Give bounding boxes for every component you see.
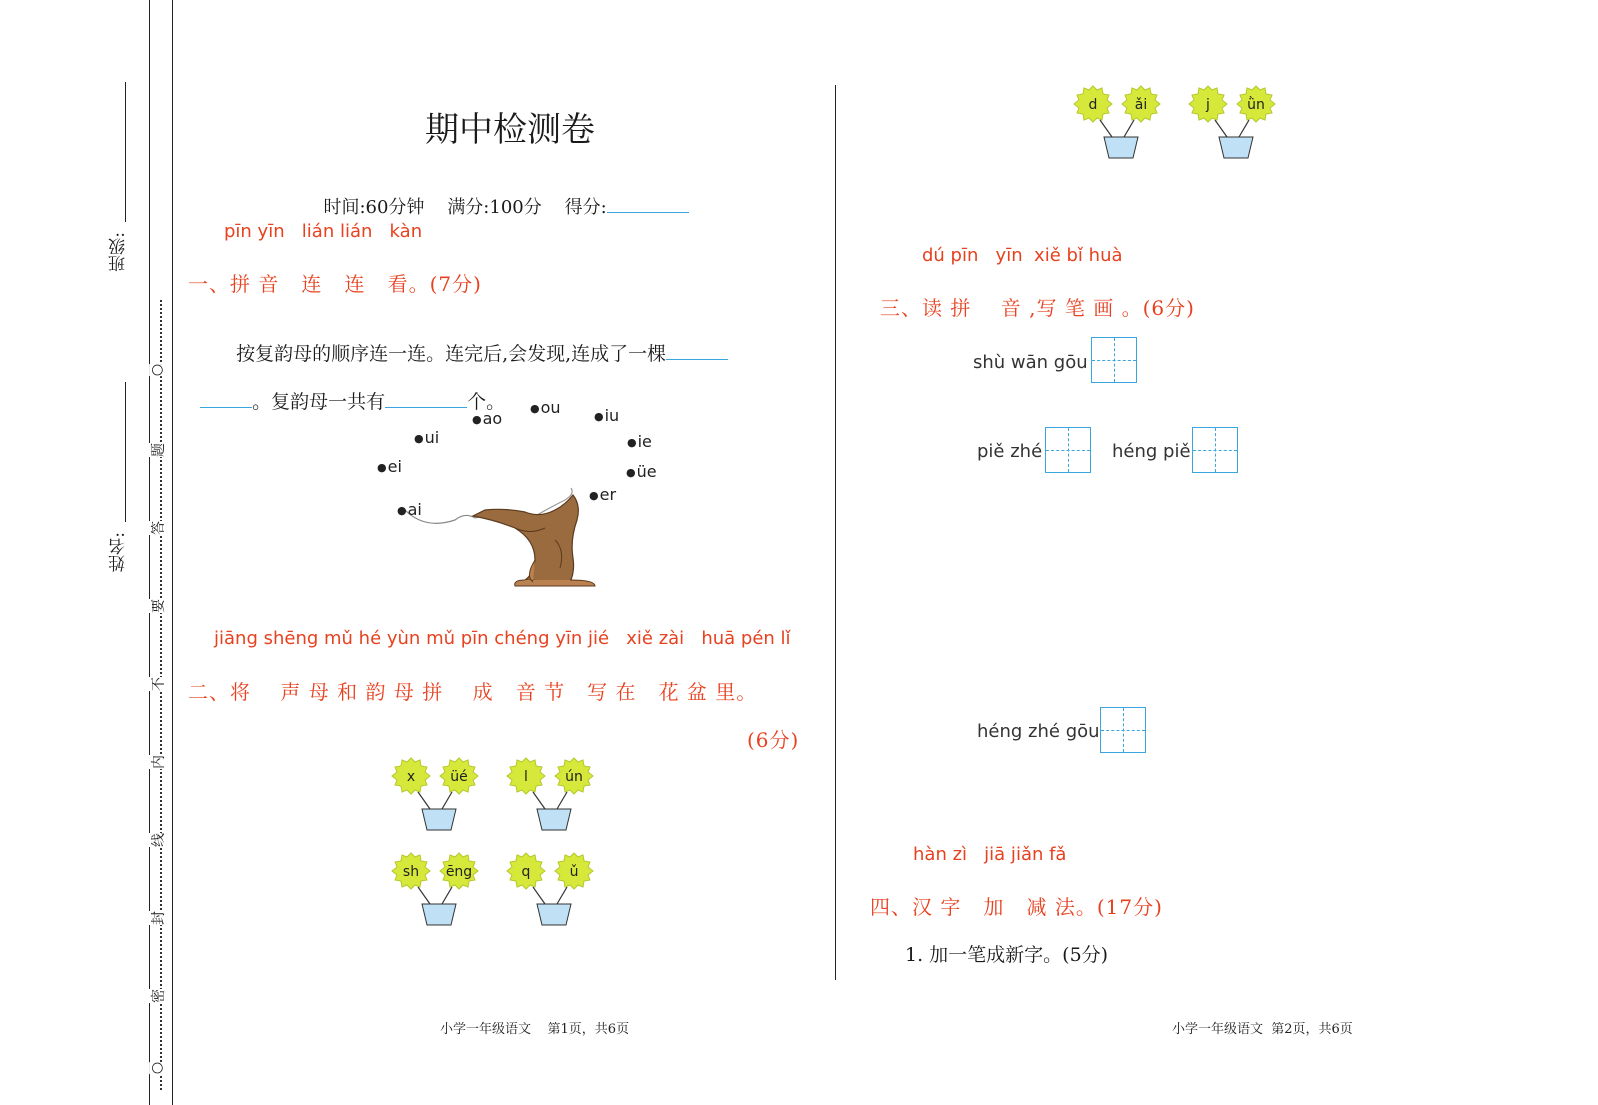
flower-right-text: üé xyxy=(450,769,468,785)
writing-grid[interactable] xyxy=(1192,427,1238,473)
page-title: 期中检测卷 xyxy=(425,110,595,150)
tree-label-er[interactable]: ● er xyxy=(589,485,616,504)
q1-line2-tail: 个。 xyxy=(467,391,506,413)
tree-answer-blank[interactable] xyxy=(666,358,728,360)
seal-char: 密 xyxy=(148,989,168,1003)
q1-line1 xyxy=(224,317,728,366)
seal-char: ○ xyxy=(149,1061,166,1075)
flower-right-text: ǔ xyxy=(569,864,579,880)
flower-right-text: ēng xyxy=(445,864,473,880)
seal-dotted-line xyxy=(160,300,162,1090)
page-divider xyxy=(835,85,836,980)
tree-label-ei[interactable]: ● ei xyxy=(377,457,402,476)
name-underline xyxy=(125,382,126,522)
seal-char: 要 xyxy=(148,599,168,613)
q3-pinyin: dú pīn yīn xiě bǐ huà xyxy=(922,245,1123,266)
tree-answer-blank-2[interactable] xyxy=(200,406,252,408)
score-blank[interactable] xyxy=(607,211,689,213)
q1-line2-text: 。复韵母一共有 xyxy=(252,391,386,413)
q3-heading: 三、读 拼 音 ,写 笔 画 。(6分) xyxy=(880,296,1195,320)
count-blank[interactable] xyxy=(385,406,467,408)
flower-pot[interactable] xyxy=(1072,84,1167,164)
stroke-pinyin: héng zhé gōu xyxy=(977,721,1100,742)
flower-left-text: d xyxy=(1088,97,1098,113)
q4-sub1: 1. 加一笔成新字。(5分) xyxy=(905,944,1109,966)
flower-pot[interactable] xyxy=(390,851,485,931)
q4-pinyin: hàn zì jiā jiǎn fǎ xyxy=(913,844,1067,865)
writing-grid[interactable] xyxy=(1045,427,1091,473)
flower-pot[interactable] xyxy=(505,756,600,836)
time-info: 时间:60分钟 xyxy=(323,197,425,218)
tree-illustration xyxy=(395,480,615,595)
q4-heading: 四、汉 字 加 减 法。(17分) xyxy=(870,895,1163,919)
seal-char: 答 xyxy=(148,521,168,535)
q1-line2 xyxy=(188,365,505,414)
flower-pot[interactable] xyxy=(505,851,600,931)
tree-label-ou[interactable]: ● ou xyxy=(530,398,561,417)
seal-char: 封 xyxy=(148,911,168,925)
flower-right-text: ún xyxy=(565,769,583,785)
page2-footer: 小学一年级语文 第2页，共6页 xyxy=(1172,1022,1353,1037)
tree-label-ao[interactable]: ● ao xyxy=(472,409,502,428)
tree-label-ui[interactable]: ● ui xyxy=(414,428,439,447)
score-label: 得分: xyxy=(564,197,607,218)
tree-label-ue[interactable]: ● üe xyxy=(626,462,657,481)
flower-right-text: ǎi xyxy=(1134,97,1148,113)
writing-grid[interactable] xyxy=(1100,707,1146,753)
seal-char: 内 xyxy=(148,755,168,769)
q2-score: (6分) xyxy=(747,728,800,752)
tree-label-iu[interactable]: ● iu xyxy=(594,406,619,425)
seal-char: 题 xyxy=(148,443,168,457)
q1-line1-text: 按复韵母的顺序连一连。连完后,会发现,连成了一棵 xyxy=(236,343,667,365)
flower-pot[interactable] xyxy=(390,756,485,836)
binding-line-outer xyxy=(149,0,150,1105)
flower-pot[interactable] xyxy=(1187,84,1282,164)
stroke-pinyin: piě zhé xyxy=(977,441,1043,462)
seal-char: 不 xyxy=(148,677,168,691)
q1-heading: 一、拼 音 连 连 看。(7分) xyxy=(188,272,482,296)
flower-left-text: x xyxy=(406,769,416,785)
flower-left-text: q xyxy=(521,864,531,880)
flower-right-text: ǜn xyxy=(1247,97,1265,113)
q1-pinyin: pīn yīn lián lián kàn xyxy=(224,221,423,242)
seal-char: ○ xyxy=(149,363,166,377)
page1-footer: 小学一年级语文 第1页，共6页 xyxy=(440,1022,630,1037)
tree-label-ie[interactable]: ● ie xyxy=(627,432,652,451)
tree-label-ai[interactable]: ● ai xyxy=(397,500,422,519)
q2-pinyin: jiāng shēng mǔ hé yùn mǔ pīn chéng yīn jié xiě zài huā pén lǐ xyxy=(214,628,791,649)
class-label: 班级: xyxy=(109,232,129,272)
q2-heading: 二、将 声 母 和 韵 母 拼 成 音 节 写 在 花 盆 里。 xyxy=(188,680,758,704)
flower-left-text: j xyxy=(1206,97,1210,113)
seal-char: 线 xyxy=(148,833,168,847)
stroke-pinyin: shù wān gōu xyxy=(973,352,1088,373)
exam-info xyxy=(312,172,689,219)
name-label: 姓名: xyxy=(109,532,129,572)
flower-left-text: sh xyxy=(402,864,420,880)
binding-strip xyxy=(0,0,175,1105)
class-underline xyxy=(125,82,126,222)
writing-grid[interactable] xyxy=(1091,337,1137,383)
binding-line-inner xyxy=(172,0,173,1105)
stroke-pinyin: héng piě xyxy=(1112,441,1191,462)
flower-left-text: l xyxy=(524,769,528,785)
full-score-info: 满分:100分 xyxy=(447,197,542,218)
